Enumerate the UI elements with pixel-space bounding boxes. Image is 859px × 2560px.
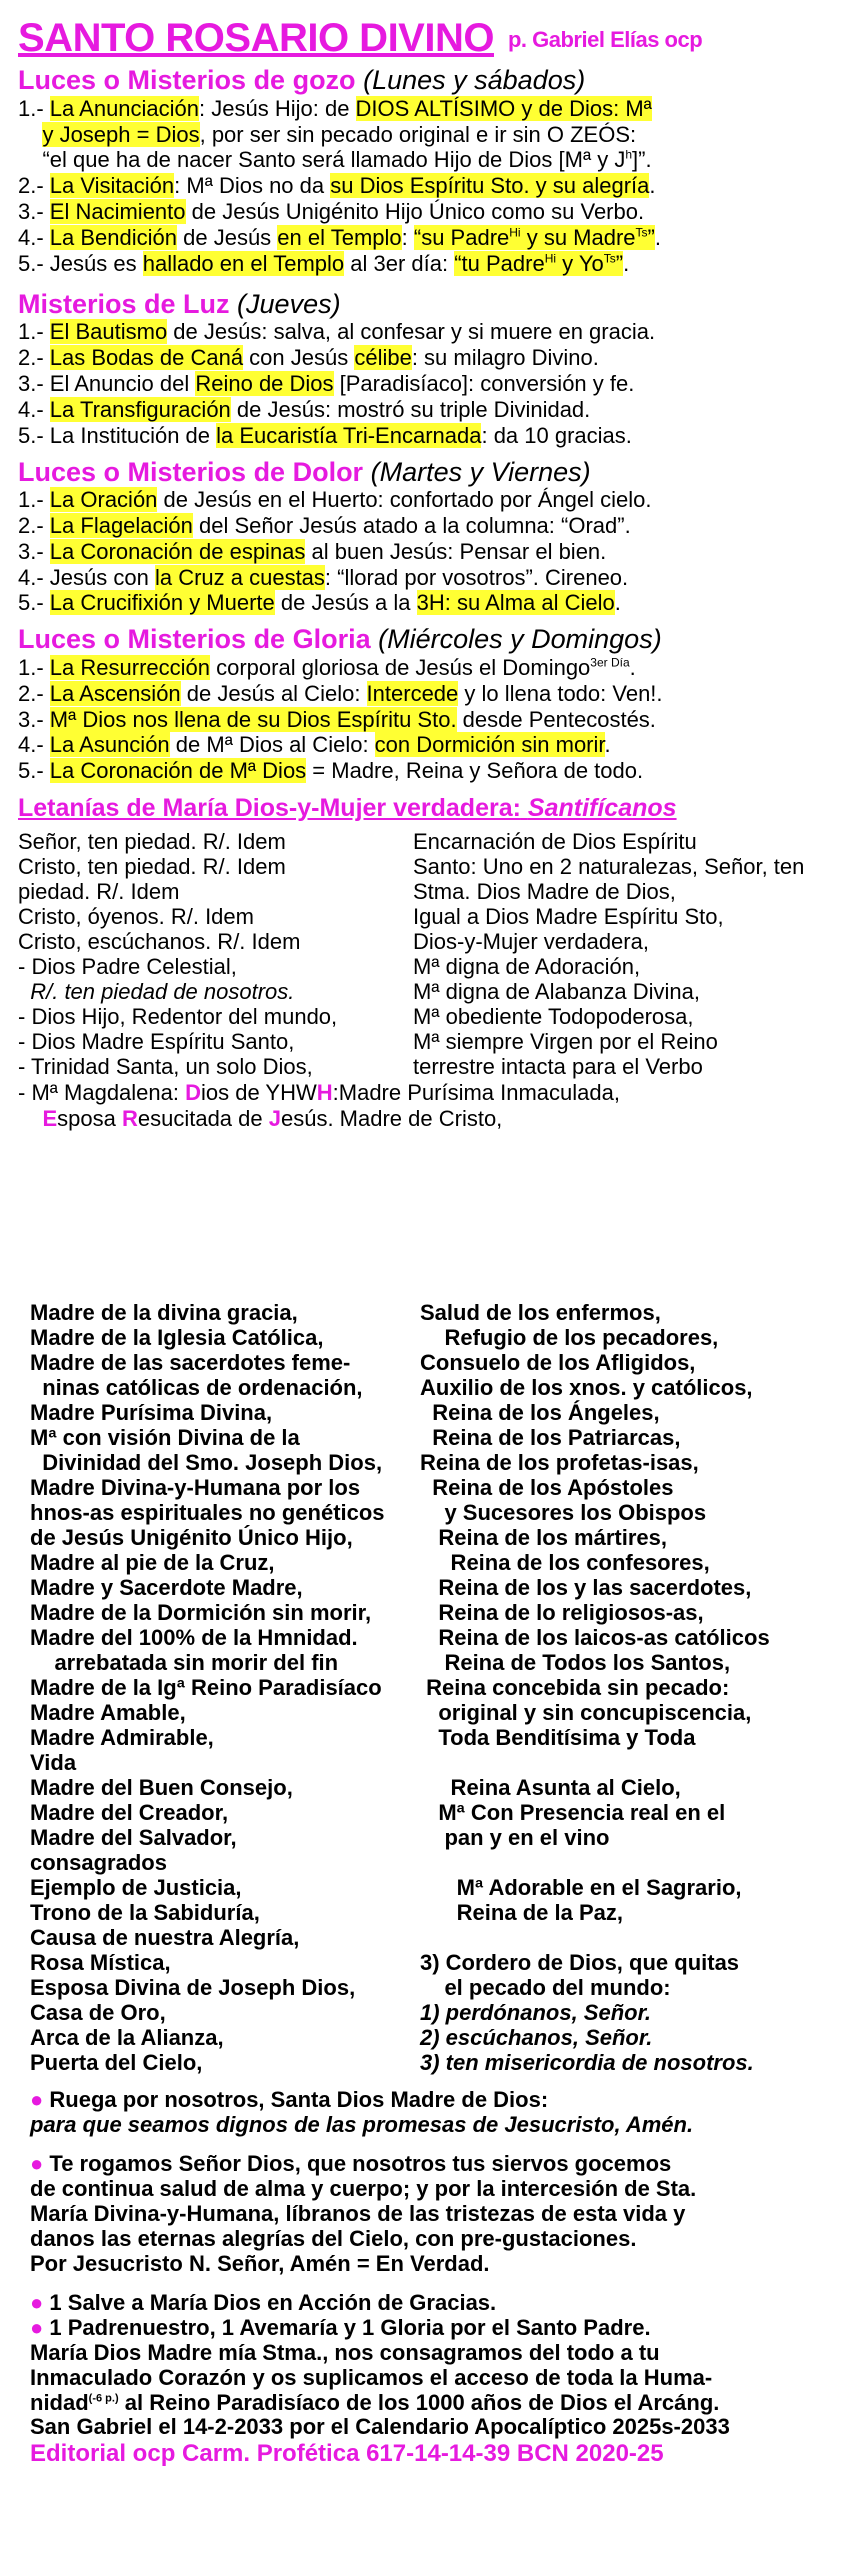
list-item: 1.- La Resurrección corporal gloriosa de Jesús el Domingo$^{3er Día}$. bbox=[18, 654, 636, 680]
list-item: Madre Purísima Divina, bbox=[30, 1400, 273, 1425]
list-item: 1.- La Oración de Jesús en el Huerto: confortado por Ángel cielo. bbox=[18, 487, 652, 512]
rosary-page bbox=[18, 16, 848, 1133]
list-item: Cristo, ten piedad. R/. Idem bbox=[18, 854, 286, 880]
list-item: Madre de la divina gracia, bbox=[30, 1300, 298, 1325]
list-item: Madre Amable, bbox=[30, 1700, 186, 1725]
list-item: Madre de la Iglesia Católica, bbox=[30, 1325, 324, 1350]
list-item: 5.- La Coronación de Mª Dios = Madre, Reina y Señora de todo. bbox=[18, 758, 644, 784]
list-item: 4.- Jesús con la Cruz a cuestas: “llorad por vosotros”. Cireneo. bbox=[18, 564, 629, 590]
list-item: Reina de lo religiosos-as, bbox=[420, 1600, 704, 1625]
list-item: 5.- La Institución de la Eucaristía Tri-Encarnada: da 10 gracias. bbox=[18, 422, 632, 448]
list-item: Refugio de los pecadores, bbox=[420, 1325, 719, 1350]
list-item: danos las eternas alegrías del Cielo, con pre-gustaciones. bbox=[30, 2225, 637, 2251]
list-item: 2) escúchanos, Señor. bbox=[420, 2025, 653, 2050]
list-item: Reina de los mártires, bbox=[420, 1525, 667, 1550]
list-item: Rosa Mística, bbox=[30, 1950, 171, 1975]
list-item: terrestre intacta para el Verbo bbox=[413, 1054, 703, 1080]
list-item: Madre al pie de la Cruz, bbox=[30, 1550, 275, 1575]
list-item: Madre Admirable, bbox=[30, 1725, 214, 1750]
list-item: Reina de los laicos-as católicos bbox=[420, 1625, 770, 1650]
magdalena-line: - Mª Magdalena: Dios de YHWH:Madre Purísima Inmaculada, bbox=[18, 1080, 620, 1106]
list-item: 3) Cordero de Dios, que quitas bbox=[420, 1950, 740, 1975]
list-item: 3.- El Anuncio del Reino de Dios [Paradisíaco]: conversión y fe. bbox=[18, 370, 635, 396]
list-item: Causa de nuestra Alegría, bbox=[30, 1925, 300, 1950]
page-title: SANTO ROSARIO DIVINO p. Gabriel Elías ocp bbox=[18, 16, 703, 60]
prayer-te-rogamos bbox=[30, 2152, 830, 2277]
section-luz: Misterios de Luz (Jueves) bbox=[18, 288, 341, 319]
list-item: Señor, ten piedad. R/. Idem bbox=[18, 829, 286, 855]
list-item: Madre de la Igª Reino Paradisíaco bbox=[30, 1675, 382, 1700]
prayer-line: nidad$^{(-6 p.)}$ al Reino Paradisíaco de los 1000 años de Dios el Arcáng. bbox=[30, 2389, 720, 2415]
list-item: 3.- Mª Dios nos llena de su Dios Espíritu Sto. desde Pentecostés. bbox=[18, 706, 656, 732]
list-item: ● Te rogamos Señor Dios, que nosotros tus siervos gocemos bbox=[30, 2150, 672, 2176]
prayer-salve: ● 1 Salve a María Dios en Acción de Gracias. bbox=[30, 2289, 497, 2315]
list-item: Madre del 100% de la Hmnidad. bbox=[30, 1625, 358, 1650]
list-item: 2.- La Ascensión de Jesús al Cielo: Intercede y lo llena todo: Ven!. bbox=[18, 680, 663, 706]
list-item: Toda Benditísima y Toda bbox=[420, 1725, 696, 1750]
section-gozo: Luces o Misterios de gozo (Lunes y sábados) bbox=[18, 65, 586, 96]
list-item: y Sucesores los Obispos bbox=[420, 1500, 707, 1525]
list-item: 3.- El Nacimiento de Jesús Unigénito Hijo Único como su Verbo. bbox=[18, 199, 645, 225]
list-item: 2.- Las Bodas de Caná con Jesús célibe: su milagro Divino. bbox=[18, 345, 599, 371]
list-item: hnos-as espirituales no genéticos bbox=[30, 1500, 385, 1525]
litany-title: Letanías de María Dios-y-Mujer verdadera: Santifícanos bbox=[18, 794, 677, 823]
litany-bottom-right bbox=[420, 1301, 830, 2076]
list-item: Reina de los confesores, bbox=[420, 1550, 710, 1575]
list-item: - Dios Madre Espíritu Santo, bbox=[18, 1029, 295, 1055]
list-item: 4.- La Asunción de Mª Dios al Cielo: con Dormición sin morir. bbox=[18, 732, 611, 758]
list-item: Reina de Todos los Santos, bbox=[420, 1650, 731, 1675]
list-item: Puerta del Cielo, bbox=[30, 2050, 203, 2075]
list-item: Dios-y-Mujer verdadera, bbox=[413, 929, 649, 955]
list-item: ninas católicas de ordenación, bbox=[30, 1375, 363, 1400]
magdalena-line-2: Esposa Resucitada de Jesús. Madre de Cristo, bbox=[42, 1106, 503, 1132]
list-item: “el que ha de nacer Santo será llamado Hijo de Dios [Mª y $J^h$]”. bbox=[18, 147, 652, 173]
author: p. Gabriel Elías ocp bbox=[507, 27, 703, 52]
section-dolor: Luces o Misterios de Dolor (Martes y Viernes) bbox=[18, 456, 591, 487]
list-item: Salud de los enfermos, bbox=[420, 1300, 661, 1325]
list-item: el pecado del mundo: bbox=[420, 1975, 671, 2000]
list-item: 1.- La Anunciación: Jesús Hijo: de DIOS ALTÍSIMO y de Dios: Mª bbox=[18, 95, 652, 121]
list-item: Auxilio de los xnos. y católicos, bbox=[420, 1375, 753, 1400]
list-item: Reina de los profetas-isas, bbox=[420, 1450, 699, 1475]
list-item: 5.- La Crucifixión y Muerte de Jesús a la 3H: su Alma al Cielo. bbox=[18, 590, 621, 616]
list-item: Santo: Uno en 2 naturalezas, Señor, ten bbox=[413, 854, 805, 880]
prayer-line: San Gabriel el 14-2-2033 por el Calendario Apocalíptico 2025s-2033 bbox=[30, 2414, 730, 2440]
list-item: de continua salud de alma y cuerpo; y por la intercesión de Sta. bbox=[30, 2175, 697, 2201]
list-item: 5.- Jesús es hallado en el Templo al 3er día: “tu Padre$^{Hi}$ y $Yo^{Ts}$”. bbox=[18, 250, 630, 276]
list-item: original y sin concupiscencia, bbox=[420, 1700, 752, 1725]
list-item: Madre y Sacerdote Madre, bbox=[30, 1575, 303, 1600]
list-item: Reina de los y las sacerdotes, bbox=[420, 1575, 752, 1600]
list-item: Madre Divina-y-Humana por los bbox=[30, 1475, 361, 1500]
litany-left-column bbox=[18, 830, 413, 1080]
list-item: Reina de los Patriarcas, bbox=[420, 1425, 681, 1450]
list-item: 2.- La Visitación: Mª Dios no da su Dios Espíritu Sto. y su alegría. bbox=[18, 173, 656, 199]
prayer-ruega-2: para que seamos dignos de las promesas de Jesucristo, Amén. bbox=[30, 2111, 694, 2137]
list-item: 1.- El Bautismo de Jesús: salva, al confesar y si muere en gracia. bbox=[18, 319, 656, 345]
list-item: Reina de la Paz, bbox=[420, 1900, 623, 1925]
list-item: y Joseph = Dios, por ser sin pecado original e ir sin O ZEÓS: bbox=[42, 121, 637, 147]
list-item: Encarnación de Dios Espíritu bbox=[413, 829, 697, 855]
list-item: ● 1 Padrenuestro, 1 Avemaría y 1 Gloria por el Santo Padre. bbox=[30, 2314, 651, 2340]
list-item: Trono de la Sabiduría, bbox=[30, 1900, 260, 1925]
list-item: Inmaculado Corazón y os suplicamos el acceso de toda la Huma- bbox=[30, 2364, 713, 2390]
litany-right-column bbox=[413, 830, 848, 1080]
list-item: Madre de las sacerdotes feme- bbox=[30, 1350, 351, 1375]
list-item: 2.- La Flagelación del Señor Jesús atado a la columna: “Orad”. bbox=[18, 512, 631, 538]
litany-top bbox=[18, 830, 848, 1080]
list-item: 3.- La Coronación de espinas al buen Jesús: Pensar el bien. bbox=[18, 538, 607, 564]
list-item: Mª con visión Divina de la bbox=[30, 1425, 300, 1450]
list-item: María Divina-y-Humana, líbranos de las tristezas de esta vida y bbox=[30, 2200, 686, 2226]
footer: Editorial ocp Carm. Profética 617-14-14-39 BCN 2020-25 bbox=[30, 2440, 664, 2468]
list-item: Mª digna de Adoración, bbox=[413, 954, 641, 980]
list-item bbox=[420, 1926, 830, 1951]
list-item: Madre del Buen Consejo, bbox=[30, 1775, 293, 1800]
list-item: Madre del Salvador, bbox=[30, 1825, 237, 1850]
litany-bottom bbox=[30, 1301, 830, 2467]
list-item: de Jesús Unigénito Único Hijo, bbox=[30, 1525, 353, 1550]
list-item: Por Jesucristo N. Señor, Amén = En Verdad. bbox=[30, 2250, 490, 2276]
list-item: piedad. R/. Idem bbox=[18, 879, 180, 905]
list-item: consagrados bbox=[30, 1850, 167, 1875]
list-item bbox=[420, 1751, 830, 1776]
prayer-padrenuestro bbox=[30, 2316, 830, 2391]
list-item: Cristo, escúchanos. R/. Idem bbox=[18, 929, 301, 955]
list-item: Madre de la Dormición sin morir, bbox=[30, 1600, 372, 1625]
list-item: Vida bbox=[30, 1750, 77, 1775]
list-item: Stma. Dios Madre de Dios, bbox=[413, 879, 676, 905]
list-item: Consuelo de los Afligidos, bbox=[420, 1350, 696, 1375]
list-item: Mª obediente Todopoderosa, bbox=[413, 1004, 694, 1030]
list-item: María Dios Madre mía Stma., nos consagramos del todo a tu bbox=[30, 2339, 660, 2365]
list-item: Mª Con Presencia real en el bbox=[420, 1800, 726, 1825]
section-gloria: Luces o Misterios de Gloria (Miércoles y Domingos) bbox=[18, 624, 662, 655]
list-item: R/. ten piedad de nosotros. bbox=[18, 979, 295, 1005]
list-item: Igual a Dios Madre Espíritu Sto, bbox=[413, 904, 724, 930]
list-item: - Trinidad Santa, un solo Dios, bbox=[18, 1054, 313, 1080]
list-item: 4.- La Transfiguración de Jesús: mostró su triple Divinidad. bbox=[18, 396, 591, 422]
list-item: Mª Adorable en el Sagrario, bbox=[420, 1875, 742, 1900]
list-item: Mª digna de Alabanza Divina, bbox=[413, 979, 700, 1005]
list-item: Casa de Oro, bbox=[30, 2000, 166, 2025]
list-item: Cristo, óyenos. R/. Idem bbox=[18, 904, 254, 930]
list-item: Ejemplo de Justicia, bbox=[30, 1875, 242, 1900]
list-item: Madre del Creador, bbox=[30, 1800, 229, 1825]
list-item: - Dios Padre Celestial, bbox=[18, 954, 237, 980]
list-item: - Dios Hijo, Redentor del mundo, bbox=[18, 1004, 338, 1030]
list-item: 1) perdónanos, Señor. bbox=[420, 2000, 652, 2025]
list-item: Mª siempre Virgen por el Reino bbox=[413, 1029, 718, 1055]
prayer-ruega: ● Ruega por nosotros, Santa Dios Madre de Dios: bbox=[30, 2087, 549, 2112]
list-item: 3) ten misericordia de nosotros. bbox=[420, 2050, 754, 2075]
list-item: Reina Asunta al Cielo, bbox=[420, 1775, 681, 1800]
list-item: Esposa Divina de Joseph Dios, bbox=[30, 1975, 356, 2000]
list-item: Reina de los Apóstoles bbox=[420, 1475, 674, 1500]
list-item bbox=[420, 1851, 830, 1876]
litany-bottom-left bbox=[30, 1301, 420, 2076]
list-item: 4.- La Bendición de Jesús en el Templo: “su Padre$^{Hi}$ y su Madre$^{Ts}$”. bbox=[18, 224, 661, 250]
list-item: Arca de la Alianza, bbox=[30, 2025, 224, 2050]
list-item: Reina de los Ángeles, bbox=[420, 1400, 660, 1425]
list-item: Reina concebida sin pecado: bbox=[420, 1675, 730, 1700]
list-item: pan y en el vino bbox=[420, 1825, 610, 1850]
list-item: Divinidad del Smo. Joseph Dios, bbox=[30, 1450, 383, 1475]
list-item: arrebatada sin morir del fin bbox=[30, 1650, 339, 1675]
